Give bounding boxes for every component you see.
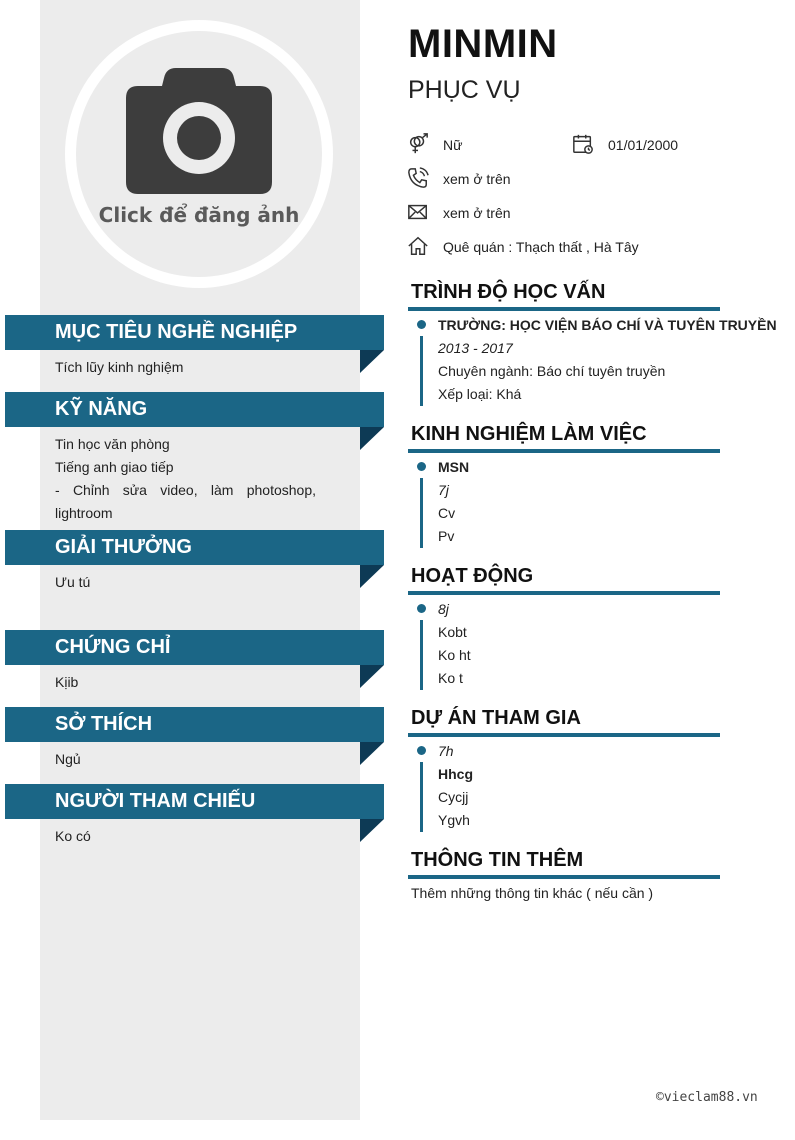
section-more-info-title: THÔNG TIN THÊM	[411, 849, 584, 871]
section-title: GIẢI THƯỞNG	[55, 536, 192, 558]
ribbon-fold	[360, 427, 384, 450]
section-skills-header	[5, 392, 384, 427]
phone-value[interactable]: xem ở trên	[443, 171, 511, 187]
certificates-text: Kịib	[55, 674, 79, 690]
section-hobbies-header	[5, 707, 384, 742]
skills-text	[55, 433, 316, 525]
references-text: Ko có	[55, 828, 91, 844]
ribbon-fold	[360, 350, 384, 373]
camera-icon[interactable]	[124, 66, 274, 196]
project-period[interactable]: 7h	[438, 743, 454, 759]
project-description[interactable]: Ygvh	[438, 812, 470, 828]
ribbon-fold	[360, 742, 384, 765]
section-activities-title: HOẠT ĐỘNG	[411, 565, 534, 587]
section-certificates-header	[5, 630, 384, 665]
project-name[interactable]: Hhcg	[438, 766, 473, 782]
more-info-text[interactable]: Thêm những thông tin khác ( nếu cần )	[411, 885, 654, 901]
section-divider	[408, 449, 720, 453]
education-school[interactable]: TRƯỜNG: HỌC VIỆN BÁO CHÍ VÀ TUYÊN TRUYỀN	[438, 317, 777, 333]
education-period[interactable]: 2013 - 2017	[438, 340, 513, 356]
education-major[interactable]: Chuyên ngành: Báo chí tuyên truyền	[438, 363, 666, 379]
section-divider	[408, 307, 720, 311]
timeline-bar	[420, 762, 423, 832]
skill-item: Tiếng anh giao tiếp	[55, 459, 174, 475]
gender-value[interactable]: Nữ	[443, 137, 463, 153]
section-divider	[408, 875, 720, 879]
watermark: ©vieclam88.vn	[656, 1090, 758, 1105]
activity-organization[interactable]: Kobt	[438, 624, 467, 640]
ribbon-fold	[360, 819, 384, 842]
gender-icon	[407, 133, 429, 155]
experience-company[interactable]: MSN	[438, 459, 470, 475]
section-divider	[408, 733, 720, 737]
objective-text: Tích lũy kinh nghiệm	[55, 359, 184, 375]
section-title: NGƯỜI THAM CHIẾU	[55, 790, 256, 812]
timeline-dot	[417, 320, 426, 329]
education-grade[interactable]: Xếp loại: Khá	[438, 386, 522, 402]
section-awards-header	[5, 530, 384, 565]
email-value[interactable]: xem ở trên	[443, 205, 511, 221]
section-education-title: TRÌNH ĐỘ HỌC VẤN	[411, 281, 606, 303]
home-icon	[407, 235, 429, 257]
section-objective-header	[5, 315, 384, 350]
email-icon	[407, 201, 429, 223]
birthday-value[interactable]: 01/01/2000	[608, 137, 679, 153]
activity-description[interactable]: Ko t	[438, 670, 463, 686]
candidate-name[interactable]: MINMIN	[408, 22, 558, 66]
activity-role[interactable]: Ko ht	[438, 647, 471, 663]
section-title: SỞ THÍCH	[55, 713, 153, 735]
phone-icon	[407, 167, 429, 189]
timeline-bar	[420, 336, 423, 406]
skill-item: Tin học văn phòng	[55, 436, 170, 452]
section-divider	[408, 591, 720, 595]
activity-period[interactable]: 8j	[438, 601, 449, 617]
skill-item: - Chỉnh sửa video, làm photoshop, lightroom	[55, 482, 316, 521]
section-references-header	[5, 784, 384, 819]
timeline-dot	[417, 746, 426, 755]
ribbon-fold	[360, 565, 384, 588]
section-experience-title: KINH NGHIỆM LÀM VIỆC	[411, 423, 647, 445]
timeline-dot	[417, 462, 426, 471]
section-title: KỸ NĂNG	[55, 398, 148, 420]
calendar-icon	[572, 133, 594, 155]
ribbon-fold	[360, 665, 384, 688]
section-title: CHỨNG CHỈ	[55, 636, 171, 658]
hobbies-text: Ngủ	[55, 751, 81, 767]
job-title[interactable]: PHỤC VỤ	[408, 76, 521, 104]
address-value[interactable]: Quê quán : Thạch thất , Hà Tây	[443, 239, 639, 255]
upload-photo-label[interactable]: Click để đăng ảnh	[98, 203, 300, 227]
section-projects-title: DỰ ÁN THAM GIA	[411, 707, 581, 729]
experience-period[interactable]: 7j	[438, 482, 449, 498]
timeline-bar	[420, 620, 423, 690]
awards-text: Ưu tú	[55, 574, 91, 590]
experience-description[interactable]: Pv	[438, 528, 455, 544]
timeline-dot	[417, 604, 426, 613]
project-role[interactable]: Cycjj	[438, 789, 469, 805]
experience-position[interactable]: Cv	[438, 505, 456, 521]
timeline-bar	[420, 478, 423, 548]
section-title: MỤC TIÊU NGHỀ NGHIỆP	[55, 321, 298, 343]
